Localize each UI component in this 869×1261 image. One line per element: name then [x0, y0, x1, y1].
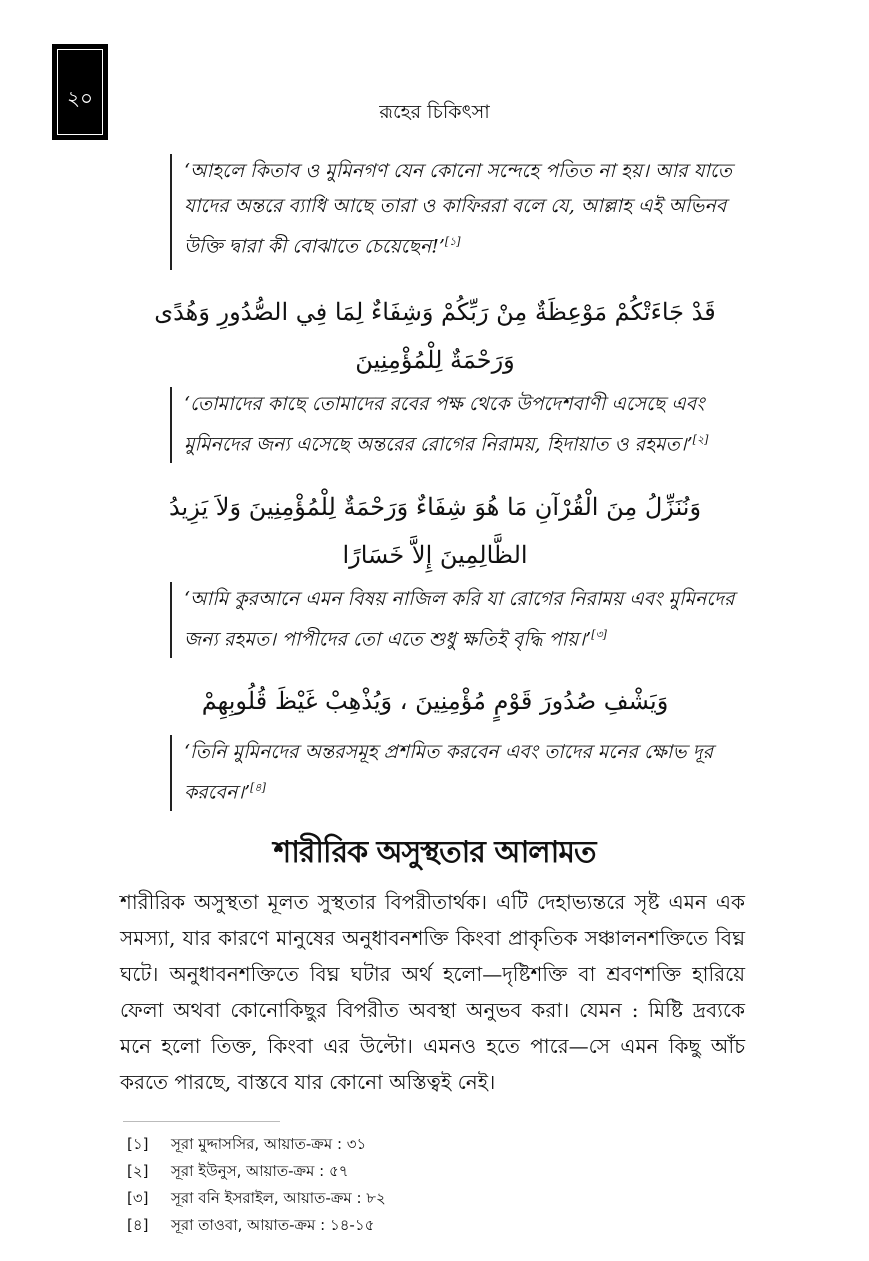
- quote-translation-1: [170, 154, 754, 270]
- quote-text: ‘তোমাদের কাছে তোমাদের রবের পক্ষ থেকে উপদেশবাণী এসেছে এবং মুমিনদের জন্য এসেছে অন্তরের রোগের নিরাময়, হিদায়াত ও রহমত।’: [184, 393, 705, 456]
- footnote-ref: [২]: [692, 433, 709, 446]
- footnote-item: [127, 1185, 386, 1212]
- running-title: রূহের চিকিৎসা: [379, 101, 490, 123]
- section-heading: শারীরিক অসুস্থতার আলামত: [273, 835, 596, 870]
- footnote-mark: [৩]: [127, 1189, 149, 1207]
- footnote-divider: [123, 1121, 280, 1122]
- footnotes: [127, 1131, 386, 1239]
- quote-text: ‘আহলে কিতাব ও মুমিনগণ যেন কোনো সন্দেহে পতিত না হয়। আর যাতে যাদের অন্তরে ব্যাধি আছে তারা ও কাফিররা বলে যে, আল্লাহ এই অভিনব উক্তি দ্বারা কী বোঝাতে চেয়েছেন!’: [184, 160, 732, 258]
- quote-translation-4: [170, 735, 754, 811]
- quote-text: ‘আমি কুরআনে এমন বিষয় নাজিল করি যা রোগের নিরাময় এবং মুমিনদের জন্য রহমত। পাপীদের তো এতে শুধু ক্ষতিই বৃদ্ধি পায়।’: [184, 588, 735, 651]
- body-paragraph: শারীরিক অসুস্থতা মূলত সুস্থতার বিপরীতার্থক। এটি দেহাভ্যন্তরে সৃষ্ট এমন এক সমস্যা, যার কারণে মানুষের অনুধাবনশক্তি কিংবা প্রাকৃতিক সঞ্চালনশক্তিতে বিঘ্ন ঘটে। অনুধাবনশক্তিতে বিঘ্ন ঘটার অর্থ হলো—দৃষ্টিশক্তি বা শ্রবণশক্তি হারিয়ে ফেলা অথবা কোনোকিছুর বিপরীত অবস্থা অনুভব করা। যেমন : মিষ্টি দ্রব্যকে মনে হলো তিক্ত, কিংবা এর উল্টো। এমনও হতে পারে—সে এমন কিছু আঁচ করতে পারছে, বাস্তবে যার কোনো অস্তিত্বই নেই।: [120, 890, 745, 1094]
- footnote-text: সূরা মুদ্দাসসির, আয়াত-ক্রম : ৩১: [171, 1135, 367, 1153]
- footnote-mark: [৪]: [127, 1216, 149, 1234]
- footnote-ref: [৪]: [250, 781, 266, 794]
- footnote-text: সূরা তাওবা, আয়াত-ক্রম : ১৪-১৫: [171, 1216, 375, 1234]
- arabic-verse-2: وَنُنَزِّلُ مِنَ الْقُرْآنِ مَا هُوَ شِفَاءٌ وَرَحْمَةٌ لِلْمُؤْمِنِينَ وَلاَ يَزِيدُ الظَّالِمِينَ إِلاَّ خَسَارًا: [168, 493, 702, 569]
- footnote-item: [127, 1212, 386, 1239]
- arabic-verse-3: وَيَشْفِ صُدُورَ قَوْمٍ مُؤْمِنِينَ ، وَيُذْهِبْ غَيْظَ قُلُوبِهِمْ: [201, 687, 669, 715]
- quote-translation-2: [170, 387, 754, 463]
- footnote-mark: [২]: [127, 1162, 149, 1180]
- footnote-item: [127, 1158, 386, 1185]
- footnote-text: সূরা ইউনুস, আয়াত-ক্রম : ৫৭: [171, 1162, 349, 1180]
- footnote-ref: [১]: [444, 235, 461, 248]
- footnote-item: [127, 1131, 386, 1158]
- footnote-text: সূরা বনি ইসরাইল, আয়াত-ক্রম : ৮২: [171, 1189, 386, 1207]
- quote-text: ‘তিনি মুমিনদের অন্তরসমূহ প্রশমিত করবেন এবং তাদের মনের ক্ষোভ দূর করবেন।’: [184, 741, 714, 804]
- quote-translation-3: [170, 582, 754, 658]
- footnote-mark: [১]: [127, 1135, 149, 1153]
- page-number: ২০: [66, 86, 93, 110]
- arabic-verse-1: قَدْ جَاءَتْكُمْ مَوْعِظَةٌ مِنْ رَبِّكُمْ وَشِفَاءٌ لِمَا فِي الصُّدُورِ وَهُدًى وَرَحْمَةٌ لِلْمُؤْمِنِينَ: [154, 298, 716, 374]
- footnote-ref: [৩]: [591, 628, 607, 641]
